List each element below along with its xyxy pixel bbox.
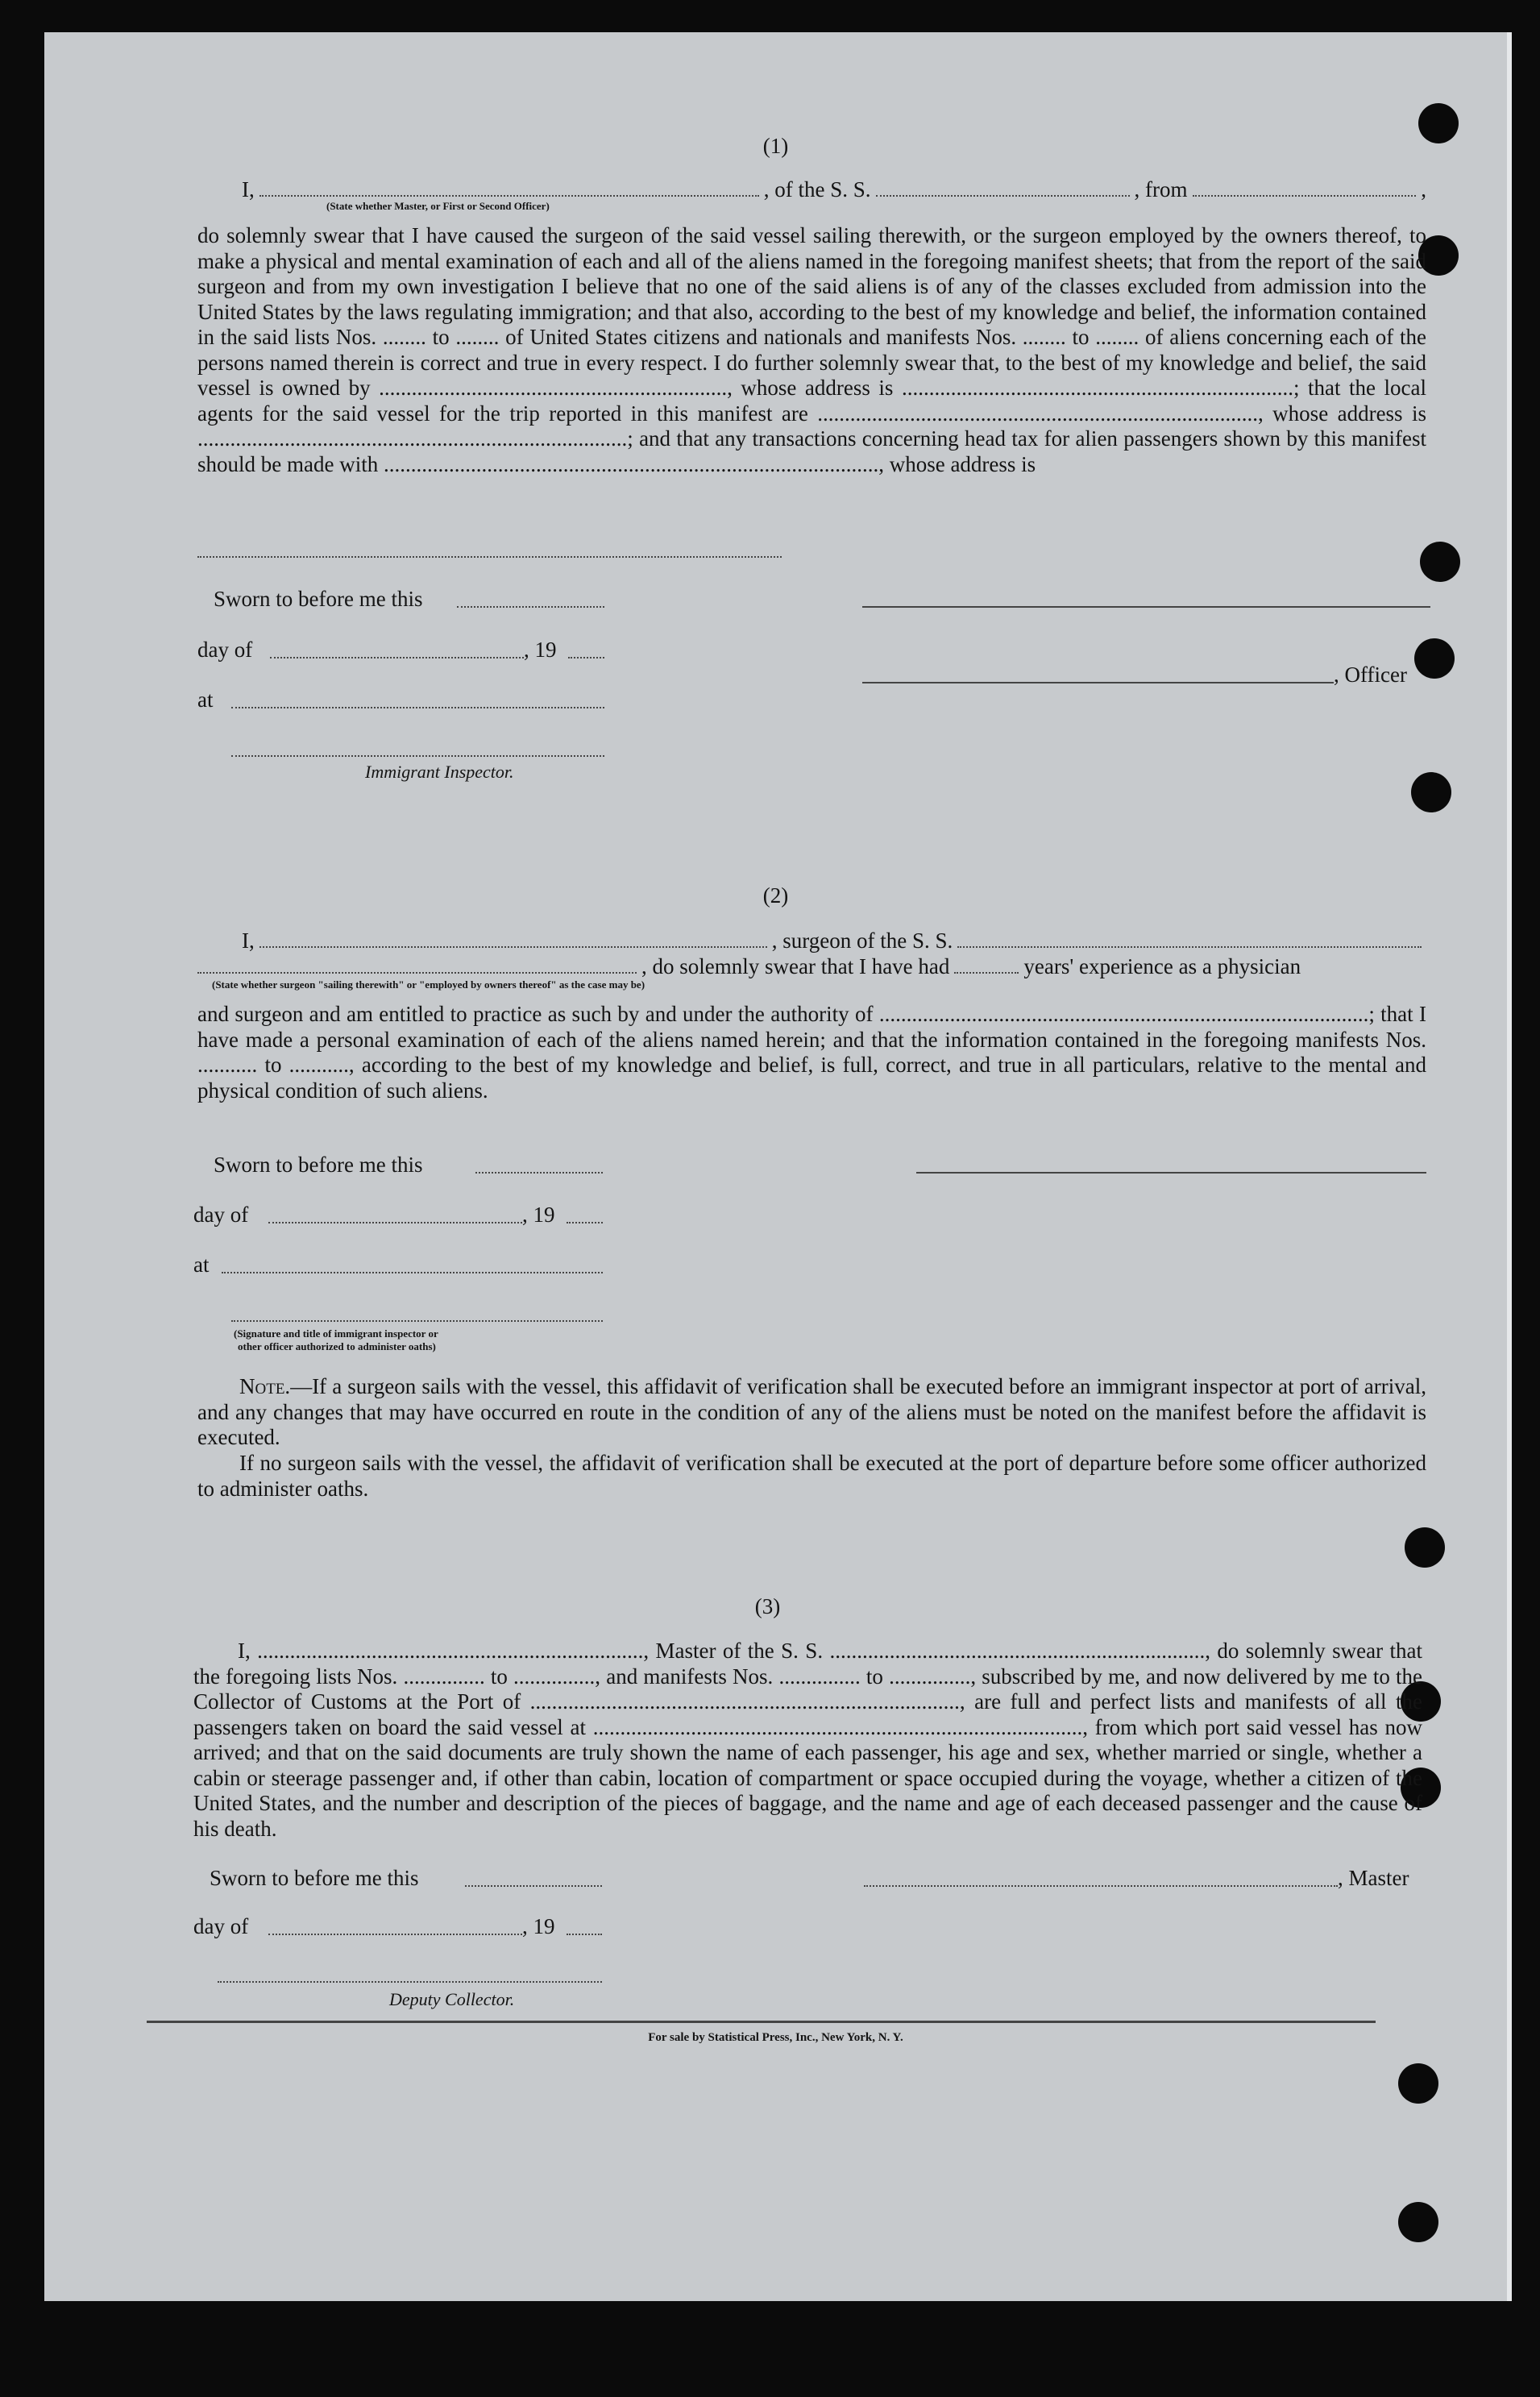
officer-title-field[interactable]	[862, 682, 1334, 683]
comma-label: ,	[1421, 177, 1426, 201]
from-port-field[interactable]	[1193, 194, 1417, 197]
sworn-date-field-1[interactable]	[457, 606, 604, 608]
note-paragraph	[197, 1374, 1426, 1451]
note-label: Note.	[239, 1374, 291, 1398]
binder-hole	[1420, 542, 1460, 582]
year-label-1: , 19	[524, 638, 557, 662]
master-label: , Master	[1338, 1866, 1409, 1890]
binder-hole	[1414, 638, 1455, 679]
section-3-number: (3)	[754, 1594, 781, 1618]
sworn-label-1: Sworn to before me this	[214, 587, 423, 611]
footer-rule	[147, 2021, 1376, 2023]
from-label: , from	[1134, 177, 1188, 201]
at-field-1[interactable]	[231, 707, 604, 708]
section-3-body: I, ......................................................................., Master of the S. S. ....................................................................., do solemnly swear that the foregoing lists Nos. ............... to ..............., and manifests Nos. ............... to ..............., subscribed by me, and now delivered by me to the Collector of Customs at the Port of ..............................................................................., are full and perfect lists and manifests of all the passengers taken on board the said vessel at .........................................................................................., from which port said vessel has now arrived; and that on the said documents are truly shown the name of each passenger, his age and sex, whether married or single, whether a cabin or steerage passenger and, if other than cabin, location of compartment or space occupied during the voyage, whether a citizen of the United States, and the number and description of the pieces of baggage, and the name and age of each deceased passenger and the cause of his death.	[193, 1639, 1422, 1841]
year-field-1[interactable]	[568, 657, 604, 658]
section-1-body: do solemnly swear that I have caused the surgeon of the said vessel sailing therewith, or the surgeon employed by the owners thereof, to make a physical and mental examination of each and all of the aliens named in the foregoing manifest sheets; that from the report of the said surgeon and from my own investigation I believe that no one of the said aliens is of any of the classes excluded from admission into the United States by the laws regulating immigration; and that also, according to the best of my knowledge and belief, the information contained in the said lists Nos. ........ to ........ of United States citizens and nationals and manifests Nos. ........ to ........ of aliens concerning each of the persons named therein is correct and true in every respect. I do further solemnly swear that, to the best of my knowledge and belief, the said vessel is owned by ................................................................, whose address is ........................................................................; that the local agents for the said vessel for the trip reported in this manifest are ................................................................................., whose address is ...............................................................................; and that any transactions concerning head tax for alien passengers shown by this manifest should be made with ..........................................................................................., whose address is	[197, 223, 1426, 476]
years-experience-label: years' experience as a physician	[1023, 954, 1301, 978]
binder-hole	[1398, 2202, 1438, 2242]
of-ss-label: , of the S. S.	[763, 177, 871, 201]
surgeon-name-field[interactable]	[259, 945, 767, 948]
year-field-3[interactable]	[567, 1934, 602, 1935]
pronoun-label: I,	[242, 177, 255, 201]
immigrant-inspector-label: Immigrant Inspector.	[365, 762, 514, 782]
signature-hint-line-1: (Signature and title of immigrant inspector or	[234, 1327, 438, 1340]
day-of-label-1: day of	[197, 638, 253, 662]
surgeon-vessel-field[interactable]	[957, 945, 1422, 948]
form-sheet	[44, 32, 1512, 2301]
year-field-2[interactable]	[567, 1222, 603, 1223]
officer-name-field[interactable]	[259, 194, 759, 197]
officer-hint: (State whether Master, or First or Second Officer)	[326, 200, 550, 212]
binder-hole	[1398, 2063, 1438, 2104]
section-2-body: and surgeon and am entitled to practice as such by and under the authority of ..........................................................................................; that I have made a personal examination of each of the aliens named herein; and that the information contained in the foregoing manifests Nos. ........... to ..........., according to the best of my knowledge and belief, is full, correct, and true in all particulars, relative to the mental and physical condition of such aliens.	[197, 1002, 1426, 1103]
surgeon-hint: (State whether surgeon "sailing therewith" or "employed by owners thereof" as the case may be)	[212, 978, 645, 991]
deputy-collector-label: Deputy Collector.	[389, 1989, 515, 2009]
section-2-line-2	[197, 954, 1426, 979]
at-field-2[interactable]	[222, 1272, 603, 1273]
day-of-field-2[interactable]	[268, 1222, 522, 1223]
surgeon-of-ss-label: , surgeon of the S. S.	[771, 928, 953, 953]
day-of-label-3: day of	[193, 1914, 249, 1938]
sworn-date-field-3[interactable]	[465, 1885, 602, 1887]
note-2-paragraph: If no surgeon sails with the vessel, the affidavit of verification shall be executed at the port of departure before some officer authorized to administer oaths.	[197, 1451, 1426, 1501]
years-field[interactable]	[954, 971, 1019, 974]
collector-signature-field[interactable]	[218, 1981, 602, 1983]
sworn-date-field-2[interactable]	[475, 1172, 603, 1174]
at-label-2: at	[193, 1253, 210, 1277]
binder-hole	[1411, 772, 1451, 812]
year-label-2: , 19	[522, 1203, 555, 1227]
surgeon-status-field[interactable]	[197, 971, 637, 974]
footer-text: For sale by Statistical Press, Inc., New York, N. Y.	[648, 2031, 903, 2044]
at-label-1: at	[197, 688, 214, 712]
day-of-field-1[interactable]	[270, 657, 524, 658]
section-1-number: (1)	[762, 134, 789, 158]
officer-signature-field[interactable]	[862, 606, 1430, 608]
section-1-line-1	[197, 177, 1426, 202]
inspector-signature-field[interactable]	[231, 755, 604, 757]
section-2-line-1	[197, 928, 1426, 953]
pronoun-label: I,	[242, 928, 255, 953]
address-field	[197, 556, 782, 558]
year-label-3: , 19	[522, 1914, 555, 1938]
note-text: —If a surgeon sails with the vessel, this affidavit of verification shall be executed before an immigrant inspector at port of arrival, and any changes that may have occurred en route in the condition of any of the aliens must be noted on the manifest before the affidavit is executed.	[197, 1374, 1426, 1449]
surgeon-signature-field[interactable]	[916, 1172, 1426, 1174]
signature-hint-line-2: other officer authorized to administer oaths)	[238, 1340, 436, 1352]
sworn-label-3: Sworn to before me this	[210, 1866, 419, 1890]
day-of-label-2: day of	[193, 1203, 249, 1227]
authorized-signature-field[interactable]	[231, 1320, 603, 1322]
swear-experience-label: , do solemnly swear that I have had	[641, 954, 950, 978]
officer-label: , Officer	[1334, 663, 1407, 687]
sworn-label-2: Sworn to before me this	[214, 1153, 423, 1177]
master-signature-field[interactable]	[864, 1885, 1338, 1887]
day-of-field-3[interactable]	[268, 1934, 522, 1935]
vessel-name-field[interactable]	[876, 194, 1130, 197]
section-2-number: (2)	[762, 883, 789, 908]
binder-hole	[1405, 1527, 1445, 1568]
